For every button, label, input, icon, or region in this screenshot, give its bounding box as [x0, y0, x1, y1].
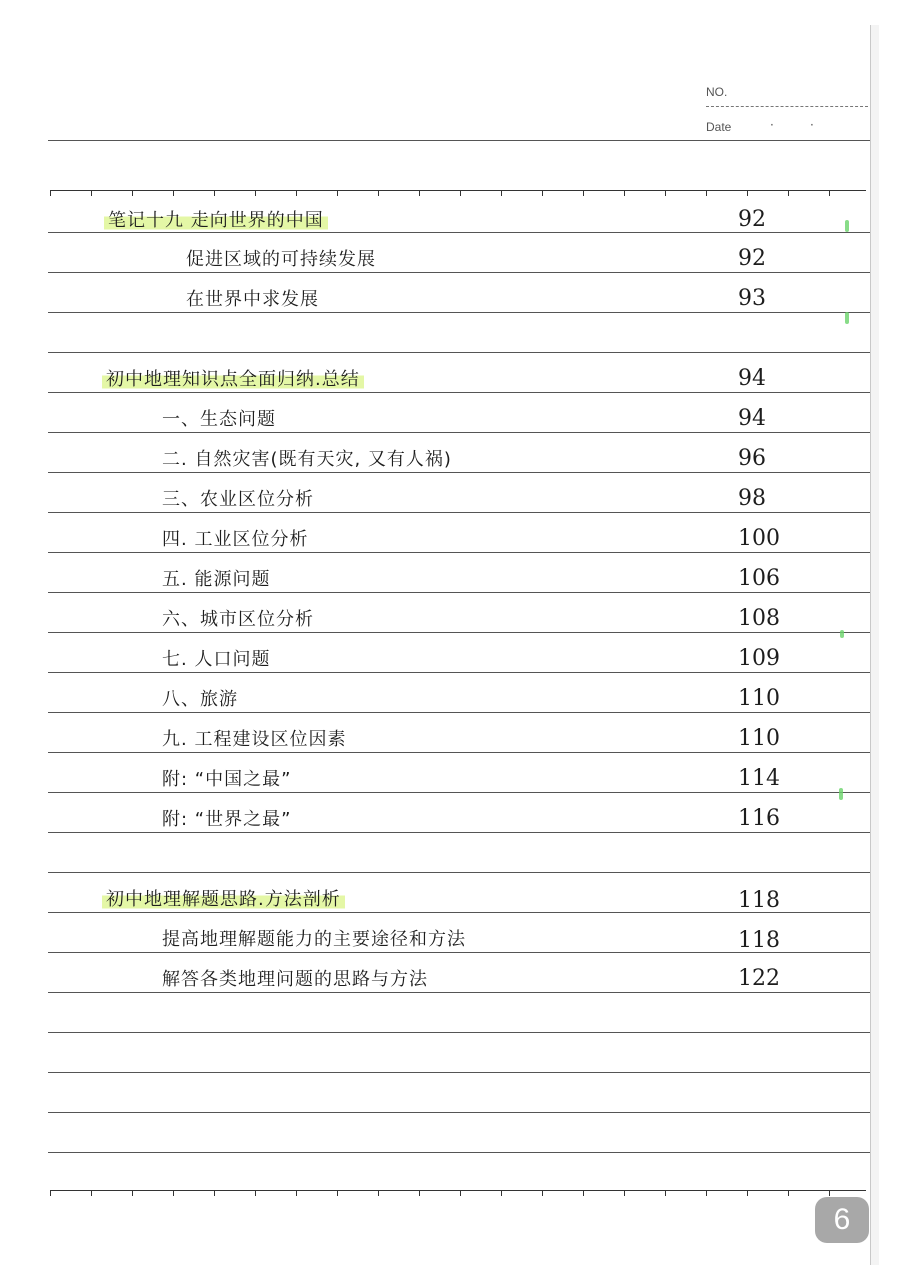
- ruled-line: [48, 312, 870, 313]
- page-number-badge: 6: [815, 1197, 869, 1243]
- highlighter-mark: [840, 630, 844, 638]
- highlighter-mark: [839, 788, 843, 800]
- ruled-line: [48, 392, 870, 393]
- ruled-line: [48, 1152, 870, 1153]
- ruler-line: [50, 190, 866, 196]
- page-number: 110: [738, 686, 780, 711]
- ruled-line: [48, 872, 870, 873]
- toc-item: 六、城市区位分析: [162, 609, 314, 630]
- toc-item: 七. 人口问题: [162, 649, 271, 670]
- page-number: 122: [738, 966, 780, 991]
- section-title: 笔记十九 走向世界的中国: [104, 210, 328, 232]
- highlighter-mark: [845, 312, 849, 324]
- page-number: 96: [738, 446, 766, 471]
- ruled-line: [48, 992, 870, 993]
- ruled-line: [48, 832, 870, 833]
- page-number: 114: [738, 766, 780, 791]
- toc-item: 附: “世界之最”: [162, 809, 292, 830]
- ruled-line: [48, 552, 870, 553]
- page-number: 98: [738, 486, 766, 511]
- ruled-line: [48, 232, 870, 233]
- ruled-line: [48, 272, 870, 273]
- toc-item: 二. 自然灾害(既有天灾, 又有人祸): [162, 449, 452, 470]
- page-number: 92: [738, 207, 766, 232]
- toc-item: 解答各类地理问题的思路与方法: [162, 969, 428, 990]
- page-number: 94: [738, 406, 766, 431]
- ruled-line: [48, 1112, 870, 1113]
- ruled-line: [48, 632, 870, 633]
- ruled-line: [48, 792, 870, 793]
- ruled-line: [48, 672, 870, 673]
- date-separator: ·: [770, 118, 774, 132]
- ruled-line: [48, 712, 870, 713]
- ruled-line: [48, 512, 870, 513]
- toc-item: 五. 能源问题: [162, 569, 271, 590]
- ruled-line: [48, 592, 870, 593]
- page-number: 94: [738, 366, 766, 391]
- date-label: Date: [706, 120, 732, 134]
- page-number: 118: [738, 888, 780, 913]
- page-number: 106: [738, 566, 780, 591]
- ruled-line: [48, 952, 870, 953]
- no-label: NO.: [706, 85, 728, 99]
- toc-item: 一、生态问题: [162, 409, 276, 430]
- toc-item: 九. 工程建设区位因素: [162, 729, 347, 750]
- page-number: 109: [738, 646, 780, 671]
- toc-item: 在世界中求发展: [186, 289, 319, 310]
- toc-item: 促进区域的可持续发展: [186, 249, 376, 270]
- ruled-line: [48, 432, 870, 433]
- ruled-line: [48, 140, 870, 141]
- ruled-line: [48, 752, 870, 753]
- section-title: 初中地理解题思路.方法剖析: [102, 889, 345, 911]
- toc-item: 提高地理解题能力的主要途径和方法: [162, 929, 466, 950]
- toc-item: 附: “中国之最”: [162, 769, 292, 790]
- ruled-line: [48, 472, 870, 473]
- toc-item: 四. 工业区位分析: [162, 529, 309, 550]
- highlighter-mark: [845, 220, 849, 232]
- ruled-line: [48, 1032, 870, 1033]
- toc-item: 八、旅游: [162, 689, 238, 710]
- no-underline: [706, 106, 868, 107]
- section-title: 初中地理知识点全面归纳.总结: [102, 369, 364, 391]
- page-number: 92: [738, 246, 766, 271]
- ruled-line: [48, 352, 870, 353]
- toc-item: 三、农业区位分析: [162, 489, 314, 510]
- page-number: 116: [738, 806, 780, 831]
- page-number: 100: [738, 526, 780, 551]
- page-number: 110: [738, 726, 780, 751]
- ruler-line: [50, 1190, 866, 1196]
- paper-edge: [870, 25, 879, 1265]
- date-separator: ·: [810, 118, 814, 132]
- ruled-line: [48, 912, 870, 913]
- page-number: 93: [738, 286, 766, 311]
- page-number: 118: [738, 928, 780, 953]
- ruled-line: [48, 1072, 870, 1073]
- page-number: 108: [738, 606, 780, 631]
